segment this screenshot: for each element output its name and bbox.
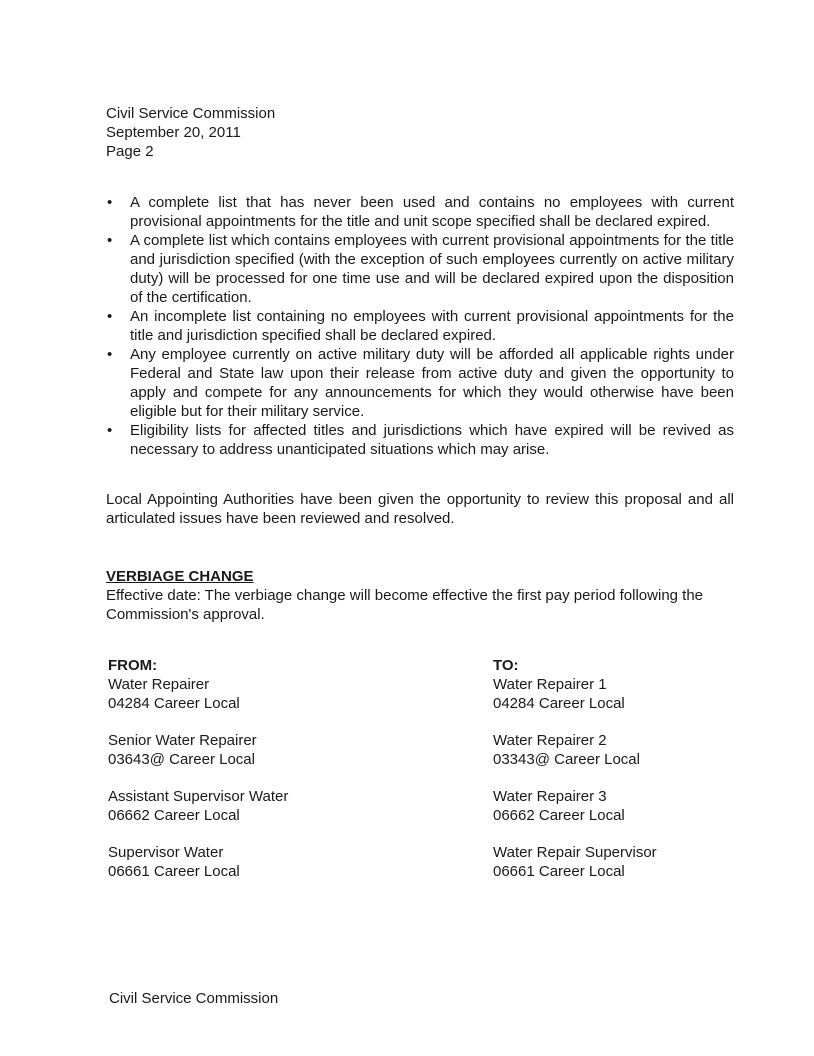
bullet-item	[106, 345, 734, 421]
title-entry	[108, 843, 388, 881]
title-entry	[108, 731, 388, 769]
bullet-icon: •	[107, 422, 113, 439]
title-entry	[493, 731, 773, 769]
header-organization: Civil Service Commission	[106, 105, 276, 122]
section-text: Effective date: The verbiage change will become effective the first pay period following the Commission's approval.	[106, 587, 704, 623]
verbiage-change-section	[106, 567, 734, 624]
entry-title: Water Repairer 1	[493, 676, 607, 693]
title-entry	[108, 675, 388, 713]
section-heading: VERBIAGE CHANGE	[106, 568, 254, 585]
entry-title: Water Repairer	[108, 676, 210, 693]
review-paragraph: Local Appointing Authorities have been given the opportunity to review this proposal and all articulated issues have been reviewed and resolved.	[106, 491, 734, 527]
header-page-number: Page 2	[106, 143, 154, 160]
entry-title: Senior Water Repairer	[108, 732, 257, 749]
bullet-icon: •	[107, 232, 113, 249]
bullet-text: A complete list that has never been used and contains no employees with current provisional appointments for the title and unit scope specified shall be declared expired.	[130, 194, 734, 230]
bullet-item	[106, 421, 734, 459]
bullet-text: Any employee currently on active military duty will be afforded all applicable rights under Federal and State law upon their release from active duty and given the opportunity to apply and compete for any announcements for which they would otherwise have been eligible but for their military service.	[130, 346, 734, 420]
entry-code: 06661 Career Local	[108, 863, 240, 880]
entry-code: 06662 Career Local	[493, 807, 625, 824]
entry-title: Assistant Supervisor Water	[108, 788, 289, 805]
entry-code: 06662 Career Local	[108, 807, 240, 824]
entry-code: 04284 Career Local	[108, 695, 240, 712]
bullet-text: A complete list which contains employees with current provisional appointments for the title and jurisdiction specified (with the exception of such employees currently on active military duty) will be processed for one time use and will be declared expired upon the disposition of the certification.	[130, 232, 734, 306]
bullet-text: An incomplete list containing no employees with current provisional appointments for the title and jurisdiction specified shall be declared expired.	[130, 308, 734, 344]
page-footer: Civil Service Commission	[109, 990, 279, 1007]
entry-title: Supervisor Water	[108, 844, 224, 861]
title-entry	[108, 787, 388, 825]
title-entry	[493, 675, 773, 713]
bullet-icon: •	[107, 308, 113, 325]
entry-title: Water Repair Supervisor	[493, 844, 657, 861]
entry-title: Water Repairer 3	[493, 788, 607, 805]
bullet-icon: •	[107, 346, 113, 363]
to-heading: TO:	[493, 657, 519, 674]
header-date: September 20, 2011	[106, 124, 241, 141]
to-column	[493, 656, 773, 899]
bullet-list	[106, 193, 734, 459]
bullet-text: Eligibility lists for affected titles and jurisdictions which have expired will be revived as necessary to address unanticipated situations which may arise.	[130, 422, 734, 458]
bullet-item	[106, 231, 734, 307]
bullet-icon: •	[107, 194, 113, 211]
bullet-item	[106, 307, 734, 345]
entry-code: 06661 Career Local	[493, 863, 625, 880]
letter-header	[106, 104, 506, 161]
title-entry	[493, 843, 773, 881]
entry-code: 03343@ Career Local	[493, 751, 640, 768]
from-column	[108, 656, 388, 899]
title-entry	[493, 787, 773, 825]
from-heading: FROM:	[108, 657, 158, 674]
entry-code: 03643@ Career Local	[108, 751, 255, 768]
entry-title: Water Repairer 2	[493, 732, 607, 749]
bullet-item	[106, 193, 734, 231]
entry-code: 04284 Career Local	[493, 695, 625, 712]
